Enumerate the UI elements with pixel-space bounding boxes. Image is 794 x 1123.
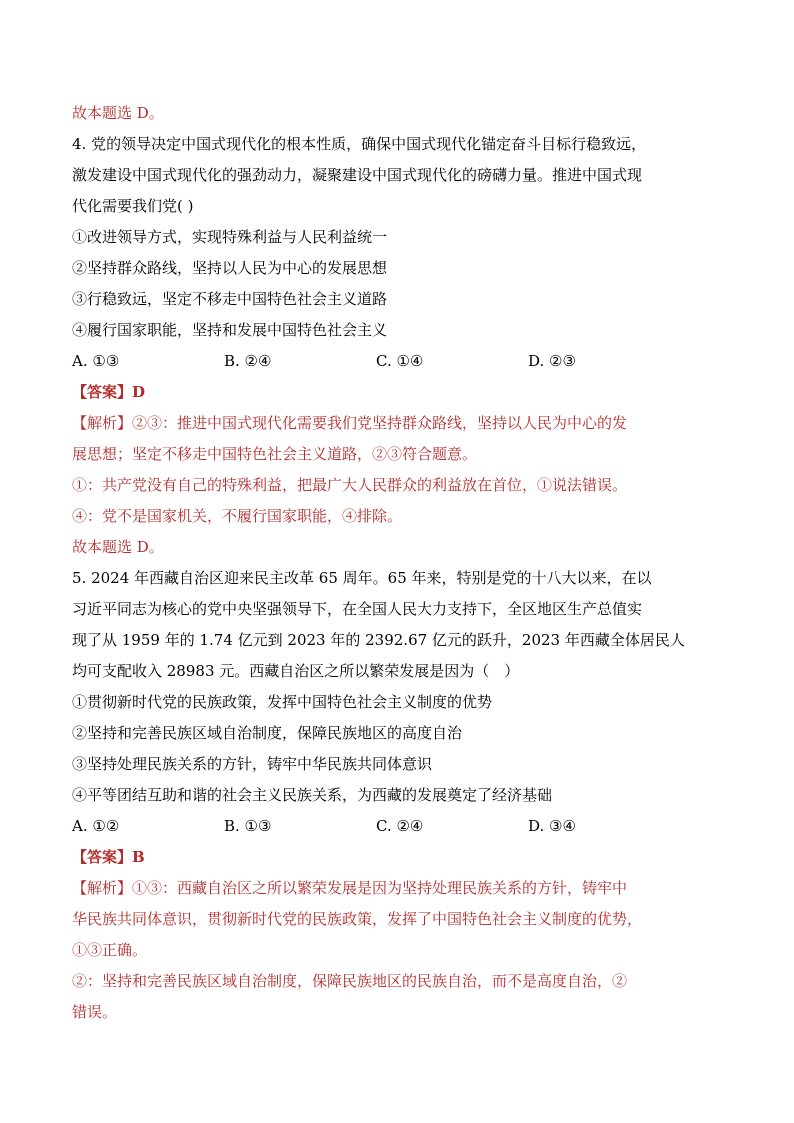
q5-option-c: C. ②④ [376,817,424,835]
q4-option-a: A. ①③ [72,352,120,370]
q4-analysis-line-1: 【解析】②③：推进中国式现代化需要我们党坚持群众路线，坚持以人民为中心的发 [72,414,628,432]
q4-item-1: ①改进领导方式，实现特殊利益与人民利益统一 [72,228,388,246]
q5-stem-line-2: 习近平同志为核心的党中央坚强领导下，在全国人民大力支持下，全区地区生产总值实 [72,600,643,618]
q5-analysis-line-5: 错误。 [72,1003,118,1021]
q5-item-2: ②坚持和完善民族区域自治制度，保障民族地区的高度自治 [72,724,463,742]
q5-option-a: A. ①② [72,817,120,835]
q4-analysis-line-3: ①：共产党没有自己的特殊利益，把最广大人民群众的利益放在首位，①说法错误。 [72,476,628,494]
question-4 [72,129,732,563]
q4-options [72,346,732,377]
question-5 [72,563,732,1028]
q4-answer: 【答案】D [72,383,146,401]
q4-option-d: D. ②③ [528,352,576,370]
q4-stem-line-3: 代化需要我们党( ) [72,197,194,215]
q4-item-4: ④履行国家职能，坚持和发展中国特色社会主义 [72,321,388,339]
q5-stem-line-4: 均可支配收入 28983 元。西藏自治区之所以繁荣发展是因为（ ） [72,662,520,680]
q5-stem-line-3: 现了从 1959 年的 1.74 亿元到 2023 年的 2392.67 亿元的跃升，2023 年西藏全体居民人 [72,631,685,649]
q5-option-d: D. ③④ [528,817,576,835]
q4-stem-line-2: 激发建设中国式现代化的强劲动力，凝聚建设中国式现代化的磅礴力量。推进中国式现 [72,166,643,184]
q4-item-2: ②坚持群众路线，坚持以人民为中心的发展思想 [72,259,388,277]
q4-option-b: B. ②④ [224,352,272,370]
q5-item-4: ④平等团结互助和谐的社会主义民族关系，为西藏的发展奠定了经济基础 [72,786,553,804]
q3-conclusion: 故本题选 D。 [72,104,164,122]
q4-analysis-line-2: 展思想；坚定不移走中国特色社会主义道路，②③符合题意。 [72,445,478,463]
q5-stem-line-1: 5. 2024 年西藏自治区迎来民主改革 65 周年。65 年来，特别是党的十八大以来，在以 [72,569,652,587]
q5-analysis-line-2: 华民族共同体意识，贯彻新时代党的民族政策，发挥了中国特色社会主义制度的优势， [72,910,643,928]
q4-stem-line-1: 4. 党的领导决定中国式现代化的根本性质，确保中国式现代化锚定奋斗目标行稳致远， [72,135,647,153]
q5-options [72,811,732,842]
q5-analysis-line-4: ②：坚持和完善民族区域自治制度，保障民族地区的民族自治，而不是高度自治，② [72,972,628,990]
q5-analysis-line-1: 【解析】①③：西藏自治区之所以繁荣发展是因为坚持处理民族关系的方针，铸牢中 [72,879,628,897]
document-page [72,98,732,1028]
q5-item-3: ③坚持处理民族关系的方针，铸牢中华民族共同体意识 [72,755,433,773]
q4-conclusion: 故本题选 D。 [72,538,164,556]
q5-answer: 【答案】B [72,848,145,866]
q4-item-3: ③行稳致远，坚定不移走中国特色社会主义道路 [72,290,388,308]
q4-option-c: C. ①④ [376,352,424,370]
q4-analysis-line-4: ④：党不是国家机关，不履行国家职能，④排除。 [72,507,403,525]
q5-option-b: B. ①③ [224,817,272,835]
q5-analysis-line-3: ①③正确。 [72,941,148,959]
q5-item-1: ①贯彻新时代党的民族政策，发挥中国特色社会主义制度的优势 [72,693,493,711]
